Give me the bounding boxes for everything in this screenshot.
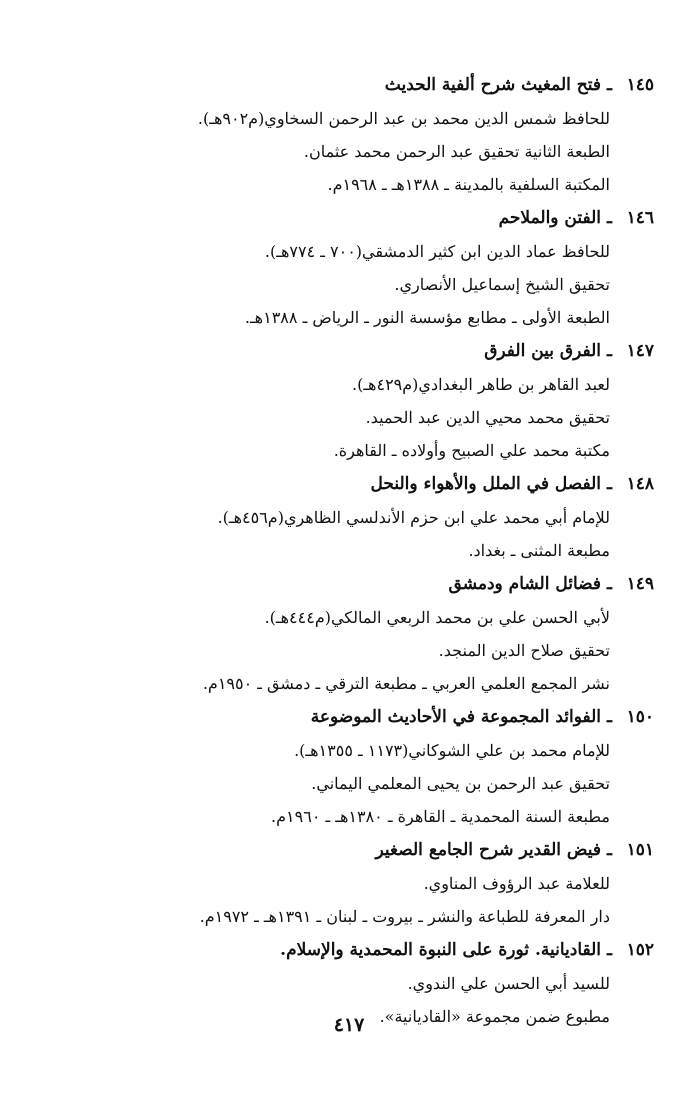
entry-author: للإمام محمد بن علي الشوكاني(١١٧٣ ـ ١٣٥٥هـ). [294,741,610,760]
entry-separator: ـ [607,474,612,494]
entry-detail: تحقيق محمد محيي الدين عبد الحميد. [365,408,610,427]
entry-publisher: مكتبة محمد علي الصبيح وأولاده ـ القاهرة. [333,441,610,460]
entry-title: فضائل الشام ودمشق [448,574,602,594]
bibliography-entry [34,68,654,201]
entry-separator: ـ [607,75,612,95]
page-number: ٤١٧ [333,1014,365,1036]
entry-title: الفتن والملاحم [498,208,602,228]
entry-author: لأبي الحسن علي بن محمد الربعي المالكي(م٤٤٤هـ). [264,608,610,627]
entry-title: القاديانية. ثورة على النبوة المحمدية والإسلام. [280,940,602,960]
entry-author: للعلامة عبد الرؤوف المناوي. [423,874,610,893]
entry-publisher: مطبعة المثنى ـ بغداد. [468,541,610,560]
bibliography-entry [34,700,654,833]
entry-title-row [34,833,654,867]
entry-title-row [34,567,654,601]
bibliography-entry [34,334,654,467]
bibliography-list [34,68,654,1033]
entry-author: للسيد أبي الحسن علي الندوي. [407,974,610,993]
entry-title-row [34,700,654,734]
bibliography-entry [34,567,654,700]
bibliography-entry [34,467,654,567]
entry-author: لعبد القاهر بن طاهر البغدادي(م٤٢٩هـ). [352,375,610,394]
entry-publisher: مطبعة السنة المحمدية ـ القاهرة ـ ١٣٨٠هـ ـ ١٩٦٠م. [271,807,610,826]
entry-title-row [34,467,654,501]
entry-title: الفصل في الملل والأهواء والنحل [370,474,602,494]
entry-separator: ـ [607,574,612,594]
entry-number: ١٤٨ [626,474,654,494]
entry-publisher: الطبعة الأولى ـ مطابع مؤسسة النور ـ الرياض ـ ١٣٨٨هـ. [244,308,610,327]
entry-number: ١٥١ [626,840,654,860]
entry-number: ١٤٩ [626,574,654,594]
bibliography-entry [34,201,654,334]
entry-publisher: المكتبة السلفية بالمدينة ـ ١٣٨٨هـ ـ ١٩٦٨م. [327,175,610,194]
entry-number: ١٤٦ [626,208,654,228]
entry-author: للحافظ عماد الدين ابن كثير الدمشقي(٧٠٠ ـ ٧٧٤هـ). [264,242,610,261]
entry-title-row [34,334,654,368]
entry-detail: تحقيق عبد الرحمن بن يحيى المعلمي اليماني. [311,774,610,793]
entry-separator: ـ [607,940,612,960]
entry-detail: الطبعة الثانية تحقيق عبد الرحمن محمد عثمان. [303,142,610,161]
entry-publisher: مطبوع ضمن مجموعة «القاديانية». [379,1007,610,1026]
entry-author: للحافظ شمس الدين محمد بن عبد الرحمن السخاوي(م٩٠٢هـ). [197,109,610,128]
entry-title: فتح المغيث شرح ألفية الحديث [384,75,602,95]
entry-title: فيض القدير شرح الجامع الصغير [375,840,602,860]
entry-detail: تحقيق الشيخ إسماعيل الأنصاري. [394,275,610,294]
entry-title-row [34,201,654,235]
entry-number: ١٤٥ [626,75,654,95]
entry-detail: تحقيق صلاح الدين المنجد. [438,641,610,660]
entry-title: الفرق بين الفرق [484,341,602,361]
entry-separator: ـ [607,341,612,361]
entry-number: ١٥٠ [626,707,654,727]
entry-number: ١٤٧ [626,341,654,361]
entry-publisher: نشر المجمع العلمي العربي ـ مطبعة الترقي ـ دمشق ـ ١٩٥٠م. [202,674,610,693]
entry-title-row [34,933,654,967]
entry-separator: ـ [607,707,612,727]
entry-author: للإمام أبي محمد علي ابن حزم الأندلسي الظاهري(م٤٥٦هـ). [217,508,610,527]
entry-number: ١٥٢ [626,940,654,960]
entry-separator: ـ [607,208,612,228]
entry-separator: ـ [607,840,612,860]
bibliography-entry [34,833,654,933]
entry-title-row [34,68,654,102]
entry-publisher: دار المعرفة للطباعة والنشر ـ بيروت ـ لبنان ـ ١٣٩١هـ ـ ١٩٧٢م. [199,907,610,926]
entry-title: الفوائد المجموعة في الأحاديث الموضوعة [310,707,602,727]
